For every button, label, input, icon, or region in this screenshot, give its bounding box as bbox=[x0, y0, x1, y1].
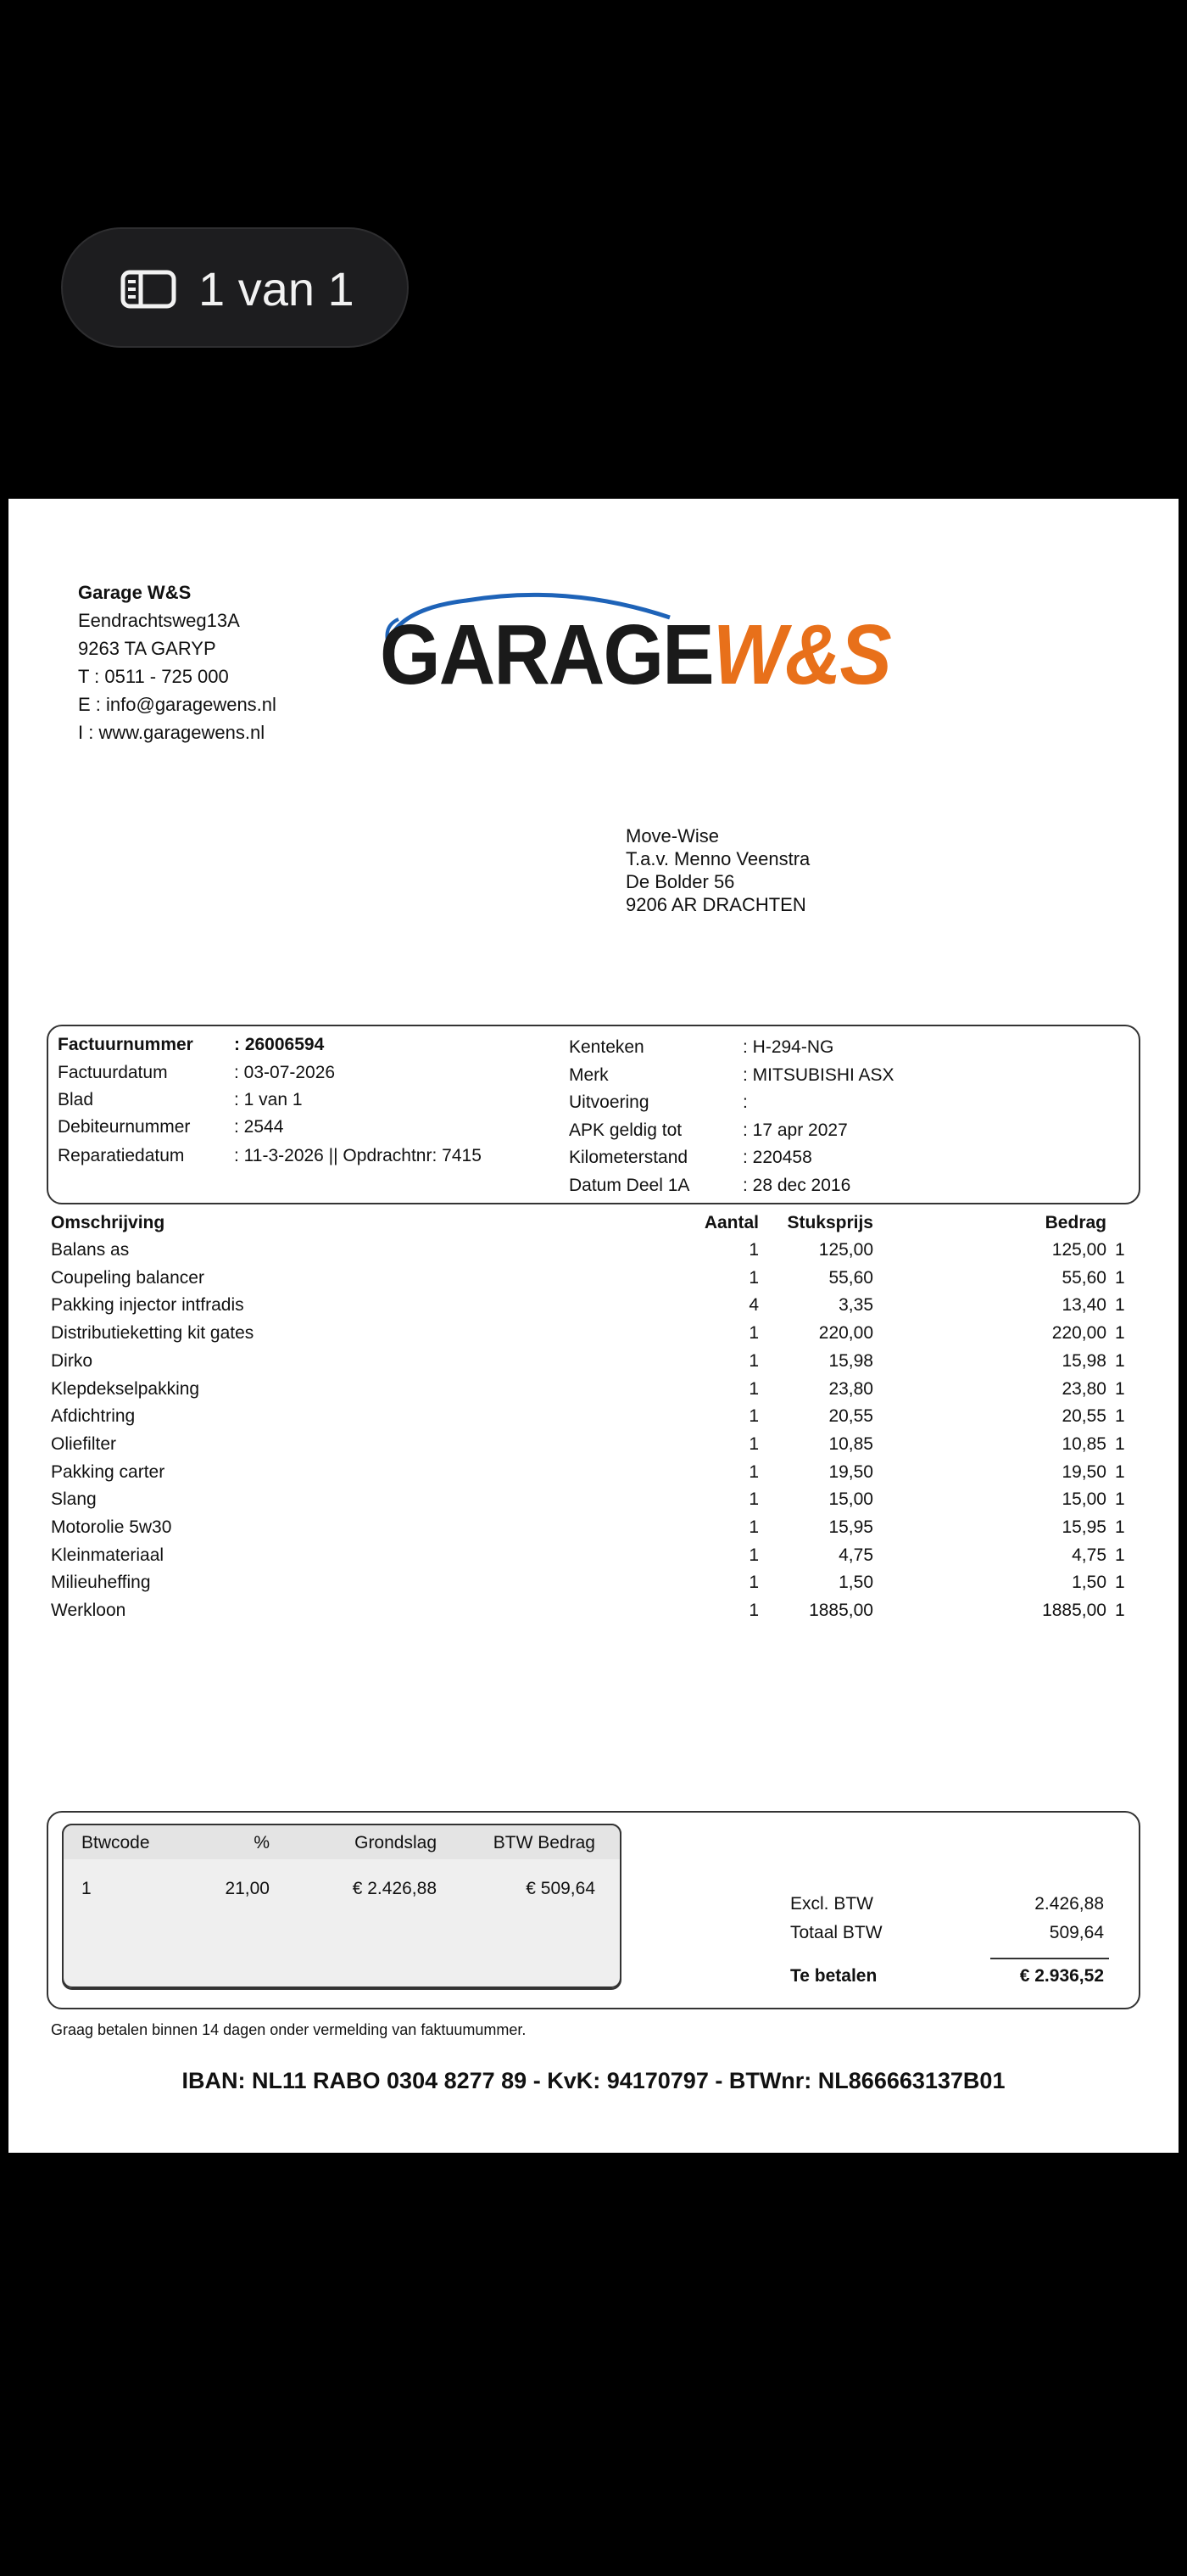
table-row bbox=[8, 1462, 1179, 1488]
invoice-date-value: : 03-07-2026 bbox=[234, 1063, 336, 1082]
invoice-number-label: Factuurnummer bbox=[58, 1035, 193, 1054]
item-qty: 1 bbox=[749, 1461, 759, 1482]
item-unit-price: 125,00 bbox=[818, 1240, 873, 1260]
item-qty: 1 bbox=[749, 1240, 759, 1260]
totals-divider bbox=[990, 1958, 1109, 1959]
items-table-header bbox=[8, 1213, 1179, 1237]
col-amount: Bedrag bbox=[1045, 1213, 1106, 1232]
table-row bbox=[8, 1379, 1179, 1405]
item-qty: 1 bbox=[749, 1267, 759, 1288]
item-unit-price: 55,60 bbox=[828, 1267, 873, 1288]
table-row bbox=[8, 1295, 1179, 1321]
item-unit-price: 220,00 bbox=[818, 1323, 873, 1344]
item-description: Kleinmateriaal bbox=[51, 1545, 164, 1565]
brand-label: Merk bbox=[569, 1065, 609, 1085]
table-row bbox=[8, 1573, 1179, 1598]
sender-email: E : info@garagewens.nl bbox=[78, 694, 276, 715]
brand-value: : MITSUBISHI ASX bbox=[743, 1065, 894, 1085]
recipient-line2: T.a.v. Menno Veenstra bbox=[626, 848, 811, 869]
item-qty: 1 bbox=[749, 1378, 759, 1399]
total-vat-label: Totaal BTW bbox=[790, 1923, 883, 1942]
table-row bbox=[8, 1351, 1179, 1377]
bank-details: IBAN: NL11 RABO 0304 8277 89 - KvK: 94170797 - BTWnr: NL866663137B01 bbox=[181, 2068, 1006, 2093]
item-amount: 1,50 bbox=[1072, 1573, 1106, 1593]
item-vat-code: 1 bbox=[1115, 1406, 1125, 1427]
item-amount: 13,40 bbox=[1062, 1295, 1106, 1316]
item-vat-code: 1 bbox=[1115, 1517, 1125, 1537]
sidebar-panel-icon bbox=[120, 270, 176, 309]
company-logo bbox=[373, 584, 899, 711]
item-qty: 4 bbox=[749, 1295, 759, 1316]
item-description: Dirko bbox=[51, 1350, 93, 1371]
item-vat-code: 1 bbox=[1115, 1323, 1125, 1344]
recipient-line3: De Bolder 56 bbox=[626, 871, 735, 892]
invoice-date-label: Factuurdatum bbox=[58, 1063, 168, 1082]
item-qty: 1 bbox=[749, 1323, 759, 1344]
item-vat-code: 1 bbox=[1115, 1240, 1125, 1260]
item-vat-code: 1 bbox=[1115, 1461, 1125, 1482]
item-unit-price: 23,80 bbox=[828, 1378, 873, 1399]
vat-col-base: Grondslag bbox=[354, 1833, 437, 1852]
item-vat-code: 1 bbox=[1115, 1378, 1125, 1399]
item-qty: 1 bbox=[749, 1517, 759, 1537]
mileage-value: : 220458 bbox=[743, 1148, 812, 1167]
sender-street: Eendrachtsweg13A bbox=[78, 610, 240, 631]
item-vat-code: 1 bbox=[1115, 1489, 1125, 1510]
item-unit-price: 19,50 bbox=[828, 1461, 873, 1482]
invoice-number-value: : 26006594 bbox=[234, 1035, 325, 1054]
sender-address bbox=[78, 578, 276, 746]
excl-vat-label: Excl. BTW bbox=[790, 1894, 873, 1914]
debtor-number-label: Debiteurnummer bbox=[58, 1117, 191, 1137]
item-unit-price: 15,95 bbox=[828, 1517, 873, 1537]
item-amount: 15,00 bbox=[1062, 1489, 1106, 1510]
item-vat-code: 1 bbox=[1115, 1433, 1125, 1454]
vat-row-base: € 2.426,88 bbox=[352, 1879, 437, 1898]
vat-row-code: 1 bbox=[81, 1879, 92, 1898]
item-unit-price: 15,98 bbox=[828, 1350, 873, 1371]
item-amount: 15,95 bbox=[1062, 1517, 1106, 1537]
registration-date-value: : 28 dec 2016 bbox=[743, 1176, 851, 1195]
item-amount: 4,75 bbox=[1072, 1545, 1106, 1565]
item-amount: 20,55 bbox=[1062, 1406, 1106, 1427]
page-value: : 1 van 1 bbox=[234, 1090, 303, 1109]
total-vat-value: 509,64 bbox=[1049, 1923, 1104, 1942]
sender-phone: T : 0511 - 725 000 bbox=[78, 666, 229, 687]
item-amount: 220,00 bbox=[1051, 1323, 1106, 1344]
sender-web: I : www.garagewens.nl bbox=[78, 722, 265, 743]
item-description: Milieuheffing bbox=[51, 1573, 151, 1593]
item-unit-price: 1885,00 bbox=[809, 1601, 873, 1621]
item-vat-code: 1 bbox=[1115, 1601, 1125, 1621]
col-description: Omschrijving bbox=[51, 1213, 165, 1232]
page-indicator-text: 1 van 1 bbox=[198, 262, 354, 316]
item-qty: 1 bbox=[749, 1406, 759, 1427]
item-qty: 1 bbox=[749, 1601, 759, 1621]
table-row bbox=[8, 1406, 1179, 1432]
repair-date-value: : 11-3-2026 || Opdrachtnr: 7415 bbox=[234, 1146, 482, 1165]
sender-name: Garage W&S bbox=[78, 582, 192, 603]
recipient-line4: 9206 AR DRACHTEN bbox=[626, 894, 806, 915]
vat-col-pct: % bbox=[254, 1833, 270, 1852]
variant-label: Uitvoering bbox=[569, 1092, 649, 1112]
item-unit-price: 4,75 bbox=[839, 1545, 873, 1565]
item-description: Klepdekselpakking bbox=[51, 1378, 200, 1399]
vat-row-pct: 21,00 bbox=[225, 1879, 270, 1898]
table-row bbox=[8, 1489, 1179, 1515]
table-row bbox=[8, 1268, 1179, 1294]
item-description: Afdichtring bbox=[51, 1406, 136, 1427]
amount-due-label: Te betalen bbox=[790, 1966, 878, 1986]
item-amount: 15,98 bbox=[1062, 1350, 1106, 1371]
item-amount: 125,00 bbox=[1051, 1240, 1106, 1260]
item-description: Motorolie 5w30 bbox=[51, 1517, 172, 1537]
item-description: Werkloon bbox=[51, 1601, 126, 1621]
logo-text-accent: W&S bbox=[712, 607, 890, 702]
logo-text-main: GARAGE bbox=[380, 607, 713, 702]
item-amount: 1885,00 bbox=[1042, 1601, 1106, 1621]
vat-row-vat: € 509,64 bbox=[526, 1879, 595, 1898]
excl-vat-value: 2.426,88 bbox=[1034, 1894, 1104, 1914]
page-indicator-pill[interactable] bbox=[61, 227, 409, 348]
item-amount: 23,80 bbox=[1062, 1378, 1106, 1399]
vat-col-vat: BTW Bedrag bbox=[493, 1833, 595, 1852]
item-unit-price: 1,50 bbox=[839, 1573, 873, 1593]
item-description: Pakking injector intfradis bbox=[51, 1295, 244, 1316]
table-row bbox=[8, 1517, 1179, 1543]
item-unit-price: 20,55 bbox=[828, 1406, 873, 1427]
item-vat-code: 1 bbox=[1115, 1545, 1125, 1565]
apk-label: APK geldig tot bbox=[569, 1120, 683, 1140]
item-vat-code: 1 bbox=[1115, 1350, 1125, 1371]
item-vat-code: 1 bbox=[1115, 1573, 1125, 1593]
sender-city: 9263 TA GARYP bbox=[78, 638, 216, 659]
recipient-address bbox=[626, 824, 810, 916]
col-unit-price: Stuksprijs bbox=[787, 1213, 873, 1232]
item-unit-price: 15,00 bbox=[828, 1489, 873, 1510]
table-row bbox=[8, 1545, 1179, 1571]
item-description: Coupeling balancer bbox=[51, 1267, 204, 1288]
debtor-number-value: : 2544 bbox=[234, 1117, 284, 1137]
item-description: Pakking carter bbox=[51, 1461, 165, 1482]
recipient-line1: Move-Wise bbox=[626, 825, 720, 847]
mileage-label: Kilometerstand bbox=[569, 1148, 688, 1167]
item-qty: 1 bbox=[749, 1489, 759, 1510]
item-description: Slang bbox=[51, 1489, 97, 1510]
license-plate-value: : H-294-NG bbox=[743, 1037, 834, 1057]
amount-due-value: € 2.936,52 bbox=[1019, 1966, 1104, 1986]
apk-value: : 17 apr 2027 bbox=[743, 1120, 848, 1140]
payment-note: Graag betalen binnen 14 dagen onder vermelding van faktuumummer. bbox=[51, 2021, 527, 2038]
item-amount: 19,50 bbox=[1062, 1461, 1106, 1482]
item-qty: 1 bbox=[749, 1545, 759, 1565]
item-qty: 1 bbox=[749, 1573, 759, 1593]
variant-value: : bbox=[743, 1092, 748, 1112]
registration-date-label: Datum Deel 1A bbox=[569, 1176, 690, 1195]
item-description: Distributieketting kit gates bbox=[51, 1323, 254, 1344]
table-row bbox=[8, 1323, 1179, 1349]
item-unit-price: 3,35 bbox=[839, 1295, 873, 1316]
item-amount: 10,85 bbox=[1062, 1433, 1106, 1454]
table-row bbox=[8, 1434, 1179, 1460]
table-row bbox=[8, 1240, 1179, 1266]
page-label: Blad bbox=[58, 1090, 94, 1109]
item-description: Oliefilter bbox=[51, 1433, 117, 1454]
item-qty: 1 bbox=[749, 1350, 759, 1371]
col-qty: Aantal bbox=[704, 1213, 759, 1232]
item-unit-price: 10,85 bbox=[828, 1433, 873, 1454]
item-description: Balans as bbox=[51, 1240, 130, 1260]
item-amount: 55,60 bbox=[1062, 1267, 1106, 1288]
vat-col-code: Btwcode bbox=[81, 1833, 150, 1852]
license-plate-label: Kenteken bbox=[569, 1037, 644, 1057]
item-vat-code: 1 bbox=[1115, 1267, 1125, 1288]
table-row bbox=[8, 1601, 1179, 1626]
item-vat-code: 1 bbox=[1115, 1295, 1125, 1316]
repair-date-label: Reparatiedatum bbox=[58, 1146, 185, 1165]
item-qty: 1 bbox=[749, 1433, 759, 1454]
invoice-page bbox=[8, 499, 1179, 2153]
